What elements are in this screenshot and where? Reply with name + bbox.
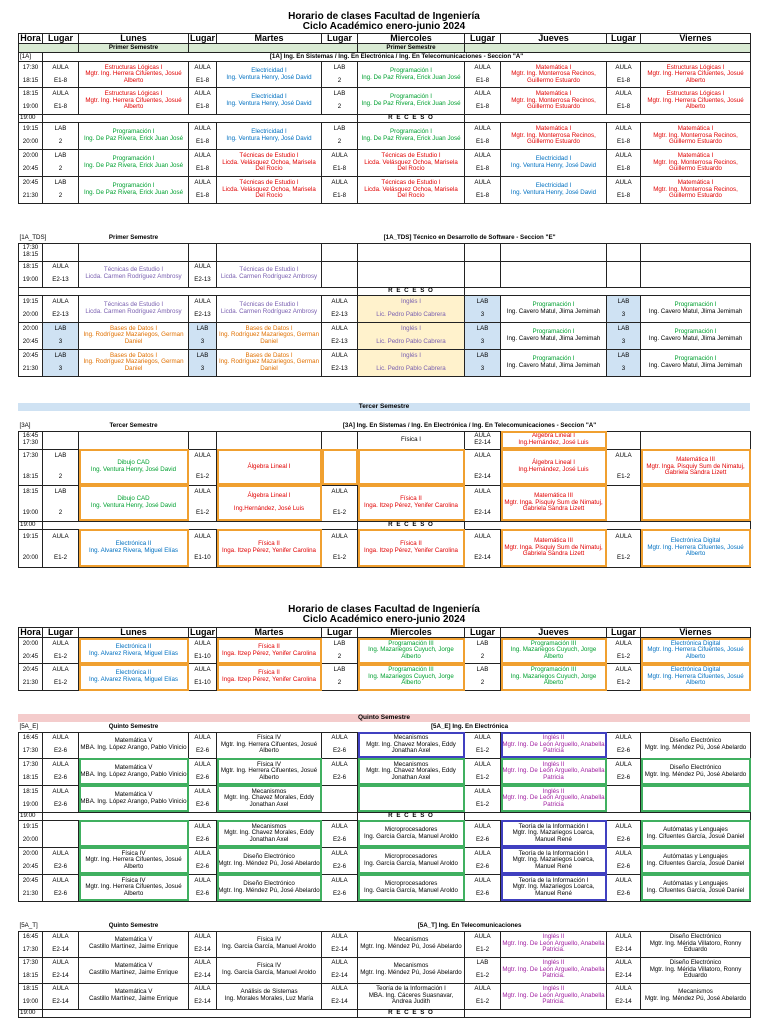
header-martes: Martes [217,628,322,638]
header-lugar: Lugar [607,34,641,44]
header-viernes: Viernes [641,628,751,638]
group-code: [1A_TDS] [19,233,47,241]
semester-label: Quinto Semestre [108,722,159,730]
table-row: 17:30 18:15 AULA E2-14 Matemática V Castillo Martínez, Jaime Enrique AULA E2-14 Física IV Ing. García García, Manuel Aroldo AULA E2-14 Mecanismos Mgtr. Ing. Méndez Pú, José Abelardo LAB E1-2 Inglés II Mgtr. Ing. De León Arguello, Anabella Patricia. AULA E2-14 Diseño Electrónico Mgtr. Ing. Mérida Villatoro, Ronny Eduardo [19,957,751,983]
table-row: 16:45 17:30 AULA E2-14 Matemática V Castillo Martínez, Jaime Enrique AULA E2-14 Física IV Ing. García García, Manuel Aroldo AULA E2-14 Mecanismos Mgtr. Ing. Méndez Pú, José Abelardo AULA E1-2 Inglés II Mgtr. Ing. De León Arguello, Anabella Patricia. AULA E2-14 Diseño Electrónico Mgtr. Ing. Mérida Villatoro, Ronny Eduardo [19,931,751,957]
header-hora: Hora [20,627,41,637]
header-viernes: Viernes [641,34,751,44]
schedule-table-1a: Hora Lugar Lunes Lugar Martes Lugar Miercoles Lugar Jueves Lugar Viernes Primer Semestre Primer Semestre [1A] [1A] Ing. En Sistemas / Ing. En Electrónica / Ing. En Telecomunicaciones - Seccion "A" 17:30 18:15 AULA E1-8 Estructuras Lógicas I Mgtr. Ing. Herrera Cifuentes, Josué Alberto AULA E1-8 Electricidad I Ing. Ventura Henry, José David LAB 2 Programación I Ing. De Paz Rivera, Erick Juan José AULA E1-8 Matemática I Mgtr. Ing. Monterrosa Recinos, Guillermo Estuardo AULA E1-8 Estructuras Lógicas I Mgtr. Ing. Herrera Cifuentes, Josué Alberto 18:15 19:00 AULA E1-8 Estructuras Lógicas I Mgtr. Ing. Herrera Cifuentes, Josué Alberto AULA E1-8 Electricidad I Ing. Ventura Henry, José David LAB 2 Programación I Ing. De Paz Rivera, Erick Juan José AULA E1-8 Matemática I Mgtr. Ing. Monterrosa Recinos, Guillermo Estuardo AULA E1-8 Estructuras Lógicas I Mgtr. Ing. Herrera Cifuentes, Josué Alberto 19:00 R E C E S O 19:15 20:00 LAB 2 Programación I Ing. De Paz Rivera, Erick Juan José AULA E1-8 Electricidad I Ing. Ventura Henry, José David LAB 2 Programación I Ing. De Paz Rivera, Erick Juan José AULA E1-8 Matemática I Mgtr. Ing. Monterrosa Recinos, Guillermo Estuardo AULA E1-8 Matemática I Mgtr. Ing. Monterrosa Recinos, Guillermo Estuardo 20:00 20:45 LAB 2 Programación I Ing. De Paz Rivera, Erick Juan José AULA E1-8 Técnicas de Estudio I Licda. Velásquez Ochoa, Marisela Del Rocío AULA E1-8 Técnicas de Estudio I Licda. Velásquez Ochoa, Marisela Del Rocío AULA E1-8 Electricidad I Ing. Ventura Henry, José David AULA E1-8 Matemática I Mgtr. Ing. Monterrosa Recinos, Guillermo Estuardo 20:45 21:30 LAB 2 Programación I Ing. De Paz Rivera, Erick Juan José AULA E1-8 Técnicas de Estudio I Licda. Velásquez Ochoa, Marisela Del Rocío AULA E1-8 Técnicas de Estudio I Licda. Velásquez Ochoa, Marisela Del Rocío AULA E1-8 Electricidad I Ing. Ventura Henry, José David AULA E1-8 Matemática I Mgtr. Ing. Monterrosa Recinos, Guillermo Estuardo [18,33,751,204]
semester-band: Quinto Semestre [18,714,750,722]
table-row: 19:15 20:00 AULA E2-6 Mecanismos Mgtr. Ing. Chavez Morales, Eddy Jonathan Axel AULA E2-6 Microprocesadores Ing. García García, Manuel Aroldo AULA E2-6 Teoría de la Información I Mgtr. Ing. Mazariegos Loarca, Manuel René AULA E2-6 Autómatas y Lenguajes Ing. Cifuentes García, Josué Daniel [19,820,751,847]
table-row: 18:15 19:00 AULA E1-8 Estructuras Lógicas I Mgtr. Ing. Herrera Cifuentes, Josué Alberto AULA E1-8 Electricidad I Ing. Ventura Henry, José David LAB 2 Programación I Ing. De Paz Rivera, Erick Juan José AULA E1-8 Matemática I Mgtr. Ing. Monterrosa Recinos, Guillermo Estuardo AULA E1-8 Estructuras Lógicas I Mgtr. Ing. Herrera Cifuentes, Josué Alberto [19,88,751,115]
header-jueves: Jueves [501,34,607,44]
table-row: 20:45 21:30 LAB 3 Bases de Datos I Ing. Rodríguez Mazariegos, German Daniel LAB 3 Bases de Datos I Ing. Rodríguez Mazariegos, German Daniel AULA E2-13 Inglés I Lic. Pedro Pablo Cabrera LAB 3 Programación I Ing. Cavero Matul, Jlima Jemimah LAB 3 Programación I Ing. Cavero Matul, Jlima Jemimah [19,349,751,376]
schedule-table-1a-tds: [1A_TDS] Primer Semestre [1A_TDS] Técnico en Desarrollo de Software - Seccion "E" 17:30 18:15 18:15 19:00 AULA E2-13 Técnicas de Estudio I Licda. Carmen Rodríguez Ambrosy AULA E2-13 Técnicas de Estudio I Licda. Carmen Rodríguez Ambrosy R E C E S O 19:15 20:00 AULA E2-13 Técnicas de Estudio I Licda. Carmen Rodríguez Ambrosy AULA E2-13 Técnicas de Estudio I Licda. Carmen Rodríguez Ambrosy AULA E2-13 Inglés I Lic. Pedro Pablo Cabrera LAB 3 Programación I Ing. Cavero Matul, Jlima Jemimah LAB 3 Programación I Ing. Cavero Matul, Jlima Jemimah 20:00 20:45 LAB 3 Bases de Datos I Ing. Rodríguez Mazariegos, German Daniel LAB 3 Bases de Datos I Ing. Rodríguez Mazariegos, German Daniel AULA E2-13 Inglés I Lic. Pedro Pablo Cabrera LAB 3 Programación I Ing. Cavero Matul, Jlima Jemimah LAB 3 Programación I Ing. Cavero Matul, Jlima Jemimah 20:45 21:30 LAB 3 Bases de Datos I Ing. Rodríguez Mazariegos, German Daniel LAB 3 Bases de Datos I Ing. Rodríguez Mazariegos, German Daniel AULA E2-13 Inglés I Lic. Pedro Pablo Cabrera LAB 3 Programación I Ing. Cavero Matul, Jlima Jemimah LAB 3 Programación I Ing. Cavero Matul, Jlima Jemimah [18,234,751,377]
table-row: 18:15 19:00 LAB 2 Dibujo CAD Ing. Ventura Henry, José David AULA E1-2 Álgebra Lineal I Ing.Hernández, José Luis AULA E1-2 Física II Inga. Itzep Pérez, Yenifer Carolina AULA E2-14 Matemática III Mgtr. Inga. Pisquiy Sum de Nimatuj, Gabriela Sandra Lizett [19,485,751,521]
group-title: [5A_E] Ing. En Electrónica [431,722,509,730]
header-lugar: Lugar [43,34,79,44]
group-title: [1A] Ing. En Sistemas / Ing. En Electrónica / Ing. En Telecomunicaciones - Seccion "A" [43,53,751,62]
group-title: [1A_TDS] Técnico en Desarrollo de Software - Seccion "E" [383,233,556,241]
group-code: [3A] [19,421,31,429]
schedule-table-3a-cont [18,627,751,691]
table-row: 20:00 20:45 AULA E2-6 Física IV Mgtr. Ing. Herrera Cifuentes, Josué Alberto AULA E2-6 Diseño Electrónico Mgtr. Ing. Méndez Pú, José Abelardo AULA E2-6 Microprocesadores Ing. García García, Manuel Aroldo AULA E2-6 Teoría de la Información I Mgtr. Ing. Mazariegos Loarca, Manuel René AULA E2-6 Autómatas y Lenguajes Ing. Cifuentes García, Josué Daniel [19,847,751,874]
semester-label: Primer Semestre [79,44,189,53]
semester-band: Tercer Semestre [18,403,750,411]
schedule-table-5a-t: [5A_T] Quinto Semestre [5A_T] Ing. En Telecomunicaciones 16:45 17:30 AULA E2-14 Matemática V Castillo Martínez, Jaime Enrique AULA E2-14 Física IV Ing. García García, Manuel Aroldo AULA E2-14 Mecanismos Mgtr. Ing. Méndez Pú, José Abelardo AULA E1-2 Inglés II Mgtr. Ing. De León Arguello, Anabella Patricia. AULA E2-14 Diseño Electrónico Mgtr. Ing. Mérida Villatoro, Ronny Eduardo 17:30 18:15 AULA E2-14 Matemática V Castillo Martínez, Jaime Enrique AULA E2-14 Física IV Ing. García García, Manuel Aroldo AULA E2-14 Mecanismos Mgtr. Ing. Méndez Pú, José Abelardo LAB E1-2 Inglés II Mgtr. Ing. De León Arguello, Anabella Patricia. AULA E2-14 Diseño Electrónico Mgtr. Ing. Mérida Villatoro, Ronny Eduardo 18:15 19:00 AULA E2-14 Matemática V Castillo Martínez, Jaime Enrique AULA E2-14 Análisis de Sistemas Ing. Morales Morales, Luz María AULA E2-14 Teoría de la Información I MBA. Ing. Cáceres Suasnavar, Andrea Judith AULA E1-2 Inglés II Mgtr. Ing. De León Arguello, Anabella Patricia. AULA E2-14 Mecanismos Mgtr. Ing. Méndez Pú, José Abelardo 19:00 R E C E S O [18,922,751,1018]
receso-label: R E C E S O [358,115,465,123]
receso-label: R E C E S O [358,812,465,820]
table-row: 18:15 19:00 AULA E2-13 Técnicas de Estudio I Licda. Carmen Rodríguez Ambrosy AULA E2-13 Técnicas de Estudio I Licda. Carmen Rodríguez Ambrosy [19,261,751,287]
page-subtitle: Ciclo Académico enero-junio 2024 [302,21,466,32]
page-title: Horario de clases Facultad de Ingeniería [288,11,480,22]
table-row: 19:15 20:00 AULA E2-13 Técnicas de Estudio I Licda. Carmen Rodríguez Ambrosy AULA E2-13 Técnicas de Estudio I Licda. Carmen Rodríguez Ambrosy AULA E2-13 Inglés I Lic. Pedro Pablo Cabrera LAB 3 Programación I Ing. Cavero Matul, Jlima Jemimah LAB 3 Programación I Ing. Cavero Matul, Jlima Jemimah [19,295,751,322]
header-miercoles: Miercoles [358,628,465,638]
semester-label: Quinto Semestre [108,921,159,929]
table-row: 20:00 20:45 LAB 2 Programación I Ing. De Paz Rivera, Erick Juan José AULA E1-8 Técnicas de Estudio I Licda. Velásquez Ochoa, Marisela Del Rocío AULA E1-8 Técnicas de Estudio I Licda. Velásquez Ochoa, Marisela Del Rocío AULA E1-8 Electricidad I Ing. Ventura Henry, José David AULA E1-8 Matemática I Mgtr. Ing. Monterrosa Recinos, Guillermo Estuardo [19,150,751,177]
table-row: 17:30 18:15 LAB 2 Dibujo CAD Ing. Ventura Henry, José David AULA E1-2 Álgebra Lineal I AULA E2-14 Álgebra Lineal I Ing.Hernández, José Luis AULA E1-2 Matemática III Mgtr. Inga. Pisquiy Sum de Nimatuj, Gabriela Sandra Lizett [19,449,751,485]
header-lugar: Lugar [607,628,641,638]
header-lugar: Lugar [190,33,216,43]
table-row: 20:45 21:30 AULA E2-6 Física IV Mgtr. Ing. Herrera Cifuentes, Josué Alberto AULA E2-6 Diseño Electrónico Mgtr. Ing. Méndez Pú, José Abelardo AULA E2-6 Microprocesadores Ing. García García, Manuel Aroldo AULA E2-6 Teoría de la Información I Mgtr. Ing. Mazariegos Loarca, Manuel René AULA E2-6 Autómatas y Lenguajes Ing. Cifuentes García, Josué Daniel [19,874,751,901]
semester-label: Primer Semestre [108,233,159,241]
table-row: 20:00 20:45 AULA E1-2 Electrónica II Ing. Alvarez Rivera, Miguel Elías AULA E1-10 Física II Inga. Itzep Pérez, Yenifer Carolina LAB 2 Programación III Ing. Mazariegos Cuyuch, Jorge Alberto LAB 2 Programación III Ing. Mazariegos Cuyuch, Jorge Alberto AULA E1-2 Electrónica Digital Mgtr. Ing. Herrera Cifuentes, Josué Alberto [19,638,751,664]
table-row: 20:45 21:30 LAB 2 Programación I Ing. De Paz Rivera, Erick Juan José AULA E1-8 Técnicas de Estudio I Licda. Velásquez Ochoa, Marisela Del Rocío AULA E1-8 Técnicas de Estudio I Licda. Velásquez Ochoa, Marisela Del Rocío AULA E1-8 Electricidad I Ing. Ventura Henry, José David AULA E1-8 Matemática I Mgtr. Ing. Monterrosa Recinos, Guillermo Estuardo [19,177,751,204]
group-code: [1A] [19,53,43,62]
receso-label: R E C E S O [358,287,465,295]
schedule-table-5a-e: [5A_E] Quinto Semestre [5A_E] Ing. En Electrónica 16:45 17:30 AULA E2-6 Matemática V MBA. Ing. López Arango, Pablo Vinicio AULA E2-6 Física IV Mgtr. Ing. Herrera Cifuentes, Josué Alberto AULA E2-6 Mecanismos Mgtr. Ing. Chavez Morales, Eddy Jonathan Axel AULA E1-2 Inglés II Mgtr. Ing. De León Arguello, Anabella Patricia AULA E2-6 Diseño Electrónico Mgtr. Ing. Méndez Pú, José Abelardo 17:30 18:15 AULA E2-6 Matemática V MBA. Ing. López Arango, Pablo Vinicio AULA E2-6 Física IV Mgtr. Ing. Herrera Cifuentes, Josué Alberto AULA E2-6 Mecanismos Mgtr. Ing. Chavez Morales, Eddy Jonathan Axel AULA E1-2 Inglés II Mgtr. Ing. De León Arguello, Anabella Patricia AULA E2-6 Diseño Electrónico Mgtr. Ing. Méndez Pú, José Abelardo 18:15 19:00 AULA E2-6 Matemática V MBA. Ing. López Arango, Pablo Vinicio AULA E2-6 Mecanismos Mgtr. Ing. Chavez Morales, Eddy Jonathan Axel AULA E1-2 Inglés II Mgtr. Ing. De León Arguello, Anabella Patricia 19:00 R E C E S O 19:15 20:00 AULA E2-6 Mecanismos Mgtr. Ing. Chavez Morales, Eddy Jonathan Axel AULA E2-6 Microprocesadores Ing. García García, Manuel Aroldo AULA E2-6 Teoría de la Información I Mgtr. Ing. Mazariegos Loarca, Manuel René AULA E2-6 Autómatas y Lenguajes Ing. Cifuentes García, Josué Daniel 20:00 20:45 AULA E2-6 Física IV Mgtr. Ing. Herrera Cifuentes, Josué Alberto AULA E2-6 Diseño Electrónico Mgtr. Ing. Méndez Pú, José Abelardo AULA E2-6 Microprocesadores Ing. García García, Manuel Aroldo AULA E2-6 Teoría de la Información I Mgtr. Ing. Mazariegos Loarca, Manuel René AULA E2-6 Autómatas y Lenguajes Ing. Cifuentes García, Josué Daniel 20:45 21:30 AULA E2-6 Física IV Mgtr. Ing. Herrera Cifuentes, Josué Alberto AULA E2-6 Diseño Electrónico Mgtr. Ing. Méndez Pú, José Abelardo AULA E2-6 Microprocesadores Ing. García García, Manuel Aroldo AULA E2-6 Teoría de la Información I Mgtr. Ing. Mazariegos Loarca, Manuel René AULA E2-6 Autómatas y Lenguajes Ing. Cifuentes García, Josué Daniel [18,723,751,902]
semester-label: Tercer Semestre [109,421,158,429]
header-miercoles: Miercoles [358,34,465,44]
header-hora: Hora [20,33,41,43]
table-row: 20:45 21:30 AULA E1-2 Electrónica II Ing. Alvarez Rivera, Miguel Elías AULA E1-10 Física II Inga. Itzep Pérez, Yenifer Carolina LAB 2 Programación III Ing. Mazariegos Cuyuch, Jorge Alberto LAB 2 Programación III Ing. Mazariegos Cuyuch, Jorge Alberto AULA E1-2 Electrónica Digital Mgtr. Ing. Herrera Cifuentes, Josué Alberto [19,664,751,691]
header-martes: Martes [217,34,322,44]
schedule-table-3a: [3A] Tercer Semestre [3A] Ing. En Sistemas / Ing. En Electrónica / Ing. En Telecomunicaciones - Seccion "A" 16:45 17:30 Física I AULA E2-14 Álgebra Lineal I Ing.Hernández, José Luis 17:30 18:15 LAB 2 Dibujo CAD Ing. Ventura Henry, José David AULA E1-2 Álgebra Lineal I AULA E2-14 Álgebra Lineal I Ing.Hernández, José Luis AULA E1-2 Matemática III Mgtr. Inga. Pisquiy Sum de Nimatuj, Gabriela Sandra Lizett 18:15 19:00 LAB 2 Dibujo CAD Ing. Ventura Henry, José David AULA E1-2 Álgebra Lineal I Ing.Hernández, José Luis AULA E1-2 Física II Inga. Itzep Pérez, Yenifer Carolina AULA E2-14 Matemática III Mgtr. Inga. Pisquiy Sum de Nimatuj, Gabriela Sandra Lizett 19:00 R E C E S O 19:15 20:00 AULA E1-2 Electrónica II Ing. Alvarez Rivera, Miguel Elías AULA E1-10 Física II Inga. Itzep Pérez, Yenifer Carolina AULA E1-2 Física II Inga. Itzep Pérez, Yenifer Carolina AULA E2-14 Matemática III Mgtr. Inga. Pisquiy Sum de Nimatuj, Gabriela Sandra Lizett AULA E1-2 Electrónica Digital Mgtr. Ing. Herrera Cifuentes, Josué Alberto [18,422,751,568]
header-lugar: Lugar [43,628,79,638]
group-code: [5A_E] [19,722,39,730]
group-title: [3A] Ing. En Sistemas / Ing. En Electrónica / Ing. En Telecomunicaciones - Seccion "A" [342,421,597,429]
table-row: 16:45 17:30 AULA E2-6 Matemática V MBA. Ing. López Arango, Pablo Vinicio AULA E2-6 Física IV Mgtr. Ing. Herrera Cifuentes, Josué Alberto AULA E2-6 Mecanismos Mgtr. Ing. Chavez Morales, Eddy Jonathan Axel AULA E1-2 Inglés II Mgtr. Ing. De León Arguello, Anabella Patricia AULA E2-6 Diseño Electrónico Mgtr. Ing. Méndez Pú, José Abelardo [19,732,751,758]
header-lugar: Lugar [465,628,501,638]
table-row: 17:30 18:15 AULA E1-8 Estructuras Lógicas I Mgtr. Ing. Herrera Cifuentes, Josué Alberto AULA E1-8 Electricidad I Ing. Ventura Henry, José David LAB 2 Programación I Ing. De Paz Rivera, Erick Juan José AULA E1-8 Matemática I Mgtr. Ing. Monterrosa Recinos, Guillermo Estuardo AULA E1-8 Estructuras Lógicas I Mgtr. Ing. Herrera Cifuentes, Josué Alberto [19,62,751,88]
page-subtitle: Ciclo Académico enero-junio 2024 [302,614,466,625]
header-lugar: Lugar [322,34,358,44]
table-row: 18:15 19:00 AULA E2-14 Matemática V Castillo Martínez, Jaime Enrique AULA E2-14 Análisis de Sistemas Ing. Morales Morales, Luz María AULA E2-14 Teoría de la Información I MBA. Ing. Cáceres Suasnavar, Andrea Judith AULA E1-2 Inglés II Mgtr. Ing. De León Arguello, Anabella Patricia. AULA E2-14 Mecanismos Mgtr. Ing. Méndez Pú, José Abelardo [19,983,751,1009]
table-row: 19:15 20:00 AULA E1-2 Electrónica II Ing. Alvarez Rivera, Miguel Elías AULA E1-10 Física II Inga. Itzep Pérez, Yenifer Carolina AULA E1-2 Física II Inga. Itzep Pérez, Yenifer Carolina AULA E2-14 Matemática III Mgtr. Inga. Pisquiy Sum de Nimatuj, Gabriela Sandra Lizett AULA E1-2 Electrónica Digital Mgtr. Ing. Herrera Cifuentes, Josué Alberto [19,529,751,567]
header-lunes: Lunes [79,628,189,638]
header-jueves: Jueves [501,628,607,638]
table-row: 19:15 20:00 LAB 2 Programación I Ing. De Paz Rivera, Erick Juan José AULA E1-8 Electricidad I Ing. Ventura Henry, José David LAB 2 Programación I Ing. De Paz Rivera, Erick Juan José AULA E1-8 Matemática I Mgtr. Ing. Monterrosa Recinos, Guillermo Estuardo AULA E1-8 Matemática I Mgtr. Ing. Monterrosa Recinos, Guillermo Estuardo [19,123,751,150]
group-code: [5A_T] [19,921,38,929]
header-lugar: Lugar [322,628,358,638]
receso-label: R E C E S O [358,1009,465,1017]
header-lunes: Lunes [79,34,189,44]
table-row: 18:15 19:00 AULA E2-6 Matemática V MBA. Ing. López Arango, Pablo Vinicio AULA E2-6 Mecanismos Mgtr. Ing. Chavez Morales, Eddy Jonathan Axel AULA E1-2 Inglés II Mgtr. Ing. De León Arguello, Anabella Patricia [19,785,751,812]
table-row: 20:00 20:45 LAB 3 Bases de Datos I Ing. Rodríguez Mazariegos, German Daniel LAB 3 Bases de Datos I Ing. Rodríguez Mazariegos, German Daniel AULA E2-13 Inglés I Lic. Pedro Pablo Cabrera LAB 3 Programación I Ing. Cavero Matul, Jlima Jemimah LAB 3 Programación I Ing. Cavero Matul, Jlima Jemimah [19,322,751,349]
receso-label: R E C E S O [358,521,465,529]
header-lugar: Lugar [465,34,501,44]
group-title: [5A_T] Ing. En Telecomunicaciones [417,921,522,929]
page-title: Horario de clases Facultad de Ingeniería [288,604,480,615]
semester-band: Primer Semestre [358,44,465,53]
table-row: 17:30 18:15 AULA E2-6 Matemática V MBA. Ing. López Arango, Pablo Vinicio AULA E2-6 Física IV Mgtr. Ing. Herrera Cifuentes, Josué Alberto AULA E2-6 Mecanismos Mgtr. Ing. Chavez Morales, Eddy Jonathan Axel AULA E1-2 Inglés II Mgtr. Ing. De León Arguello, Anabella Patricia AULA E2-6 Diseño Electrónico Mgtr. Ing. Méndez Pú, José Abelardo [19,758,751,785]
header-lugar: Lugar [190,627,216,637]
